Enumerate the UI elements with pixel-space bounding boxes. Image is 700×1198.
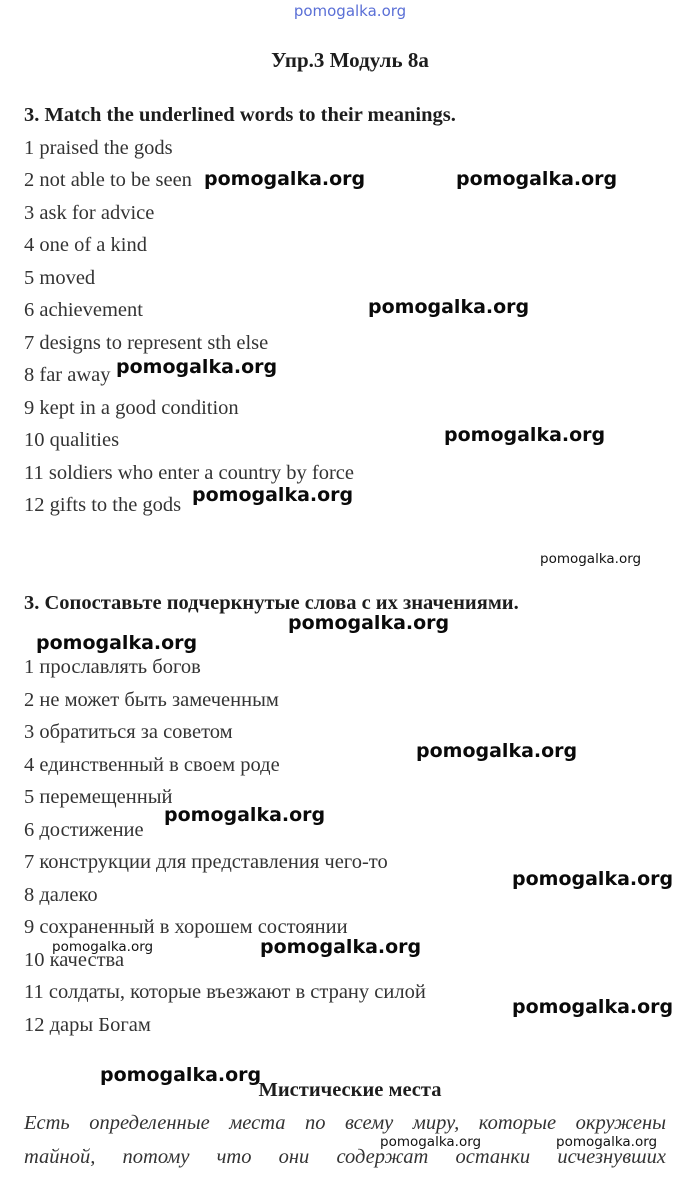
- text-line-2: тайной, потому что они содержат останки исчезнувших: [24, 1146, 666, 1168]
- english-item-2: 2 not able to be seen: [24, 169, 192, 191]
- russian-item-10: 10 качества: [24, 949, 125, 971]
- watermark: pomogalka.org: [52, 939, 154, 955]
- english-item-3: 3 ask for advice: [24, 202, 155, 224]
- english-item-11: 11 soldiers who enter a country by force: [24, 462, 354, 484]
- page-title: Упр.3 Модуль 8а: [271, 48, 429, 72]
- english-item-7: 7 designs to represent sth else: [24, 332, 269, 354]
- russian-item-2: 2 не может быть замеченным: [24, 689, 279, 711]
- english-item-4: 4 one of a kind: [24, 234, 147, 256]
- watermark: pomogalka.org: [100, 1064, 262, 1086]
- russian-item-12: 12 дары Богам: [24, 1014, 151, 1036]
- watermark: pomogalka.org: [416, 740, 578, 762]
- russian-item-4: 4 единственный в своем роде: [24, 754, 280, 776]
- watermark: pomogalka.org: [260, 936, 422, 958]
- watermark: pomogalka.org: [540, 551, 642, 567]
- watermark: pomogalka.org: [164, 804, 326, 826]
- text-title: Мистические места: [258, 1079, 442, 1101]
- english-task-heading: 3. Match the underlined words to their meanings.: [24, 104, 456, 126]
- watermark: pomogalka.org: [456, 168, 618, 190]
- watermark: pomogalka.org: [512, 996, 674, 1018]
- russian-item-11: 11 солдаты, которые въезжают в страну силой: [24, 981, 426, 1003]
- watermark: pomogalka.org: [116, 356, 278, 378]
- watermark: pomogalka.org: [204, 168, 366, 190]
- watermark: pomogalka.org: [444, 424, 606, 446]
- watermark: pomogalka.org: [192, 484, 354, 506]
- russian-item-5: 5 перемещенный: [24, 786, 173, 808]
- text-line-1: Есть определенные места по всему миру, которые окружены: [24, 1112, 666, 1134]
- site-link[interactable]: pomogalka.org: [293, 2, 407, 20]
- watermark: pomogalka.org: [36, 632, 198, 654]
- english-item-8: 8 far away: [24, 364, 111, 386]
- english-item-5: 5 moved: [24, 267, 96, 289]
- watermark: pomogalka.org: [512, 868, 674, 890]
- russian-item-9: 9 сохраненный в хорошем состоянии: [24, 916, 348, 938]
- russian-item-8: 8 далеко: [24, 884, 98, 906]
- russian-item-6: 6 достижение: [24, 819, 144, 841]
- english-item-9: 9 kept in a good condition: [24, 397, 239, 419]
- english-item-6: 6 achievement: [24, 299, 143, 321]
- watermark: pomogalka.org: [380, 1134, 482, 1150]
- watermark: pomogalka.org: [368, 296, 530, 318]
- watermark: pomogalka.org: [288, 612, 450, 634]
- russian-item-1: 1 прославлять богов: [24, 656, 201, 678]
- english-item-12: 12 gifts to the gods: [24, 494, 182, 516]
- russian-item-3: 3 обратиться за советом: [24, 721, 233, 743]
- russian-item-7: 7 конструкции для представления чего-то: [24, 851, 388, 873]
- watermark: pomogalka.org: [556, 1134, 658, 1150]
- english-item-1: 1 praised the gods: [24, 137, 173, 159]
- english-item-10: 10 qualities: [24, 429, 120, 451]
- russian-task-heading: 3. Сопоставьте подчеркнутые слова с их значениями.: [24, 592, 519, 614]
